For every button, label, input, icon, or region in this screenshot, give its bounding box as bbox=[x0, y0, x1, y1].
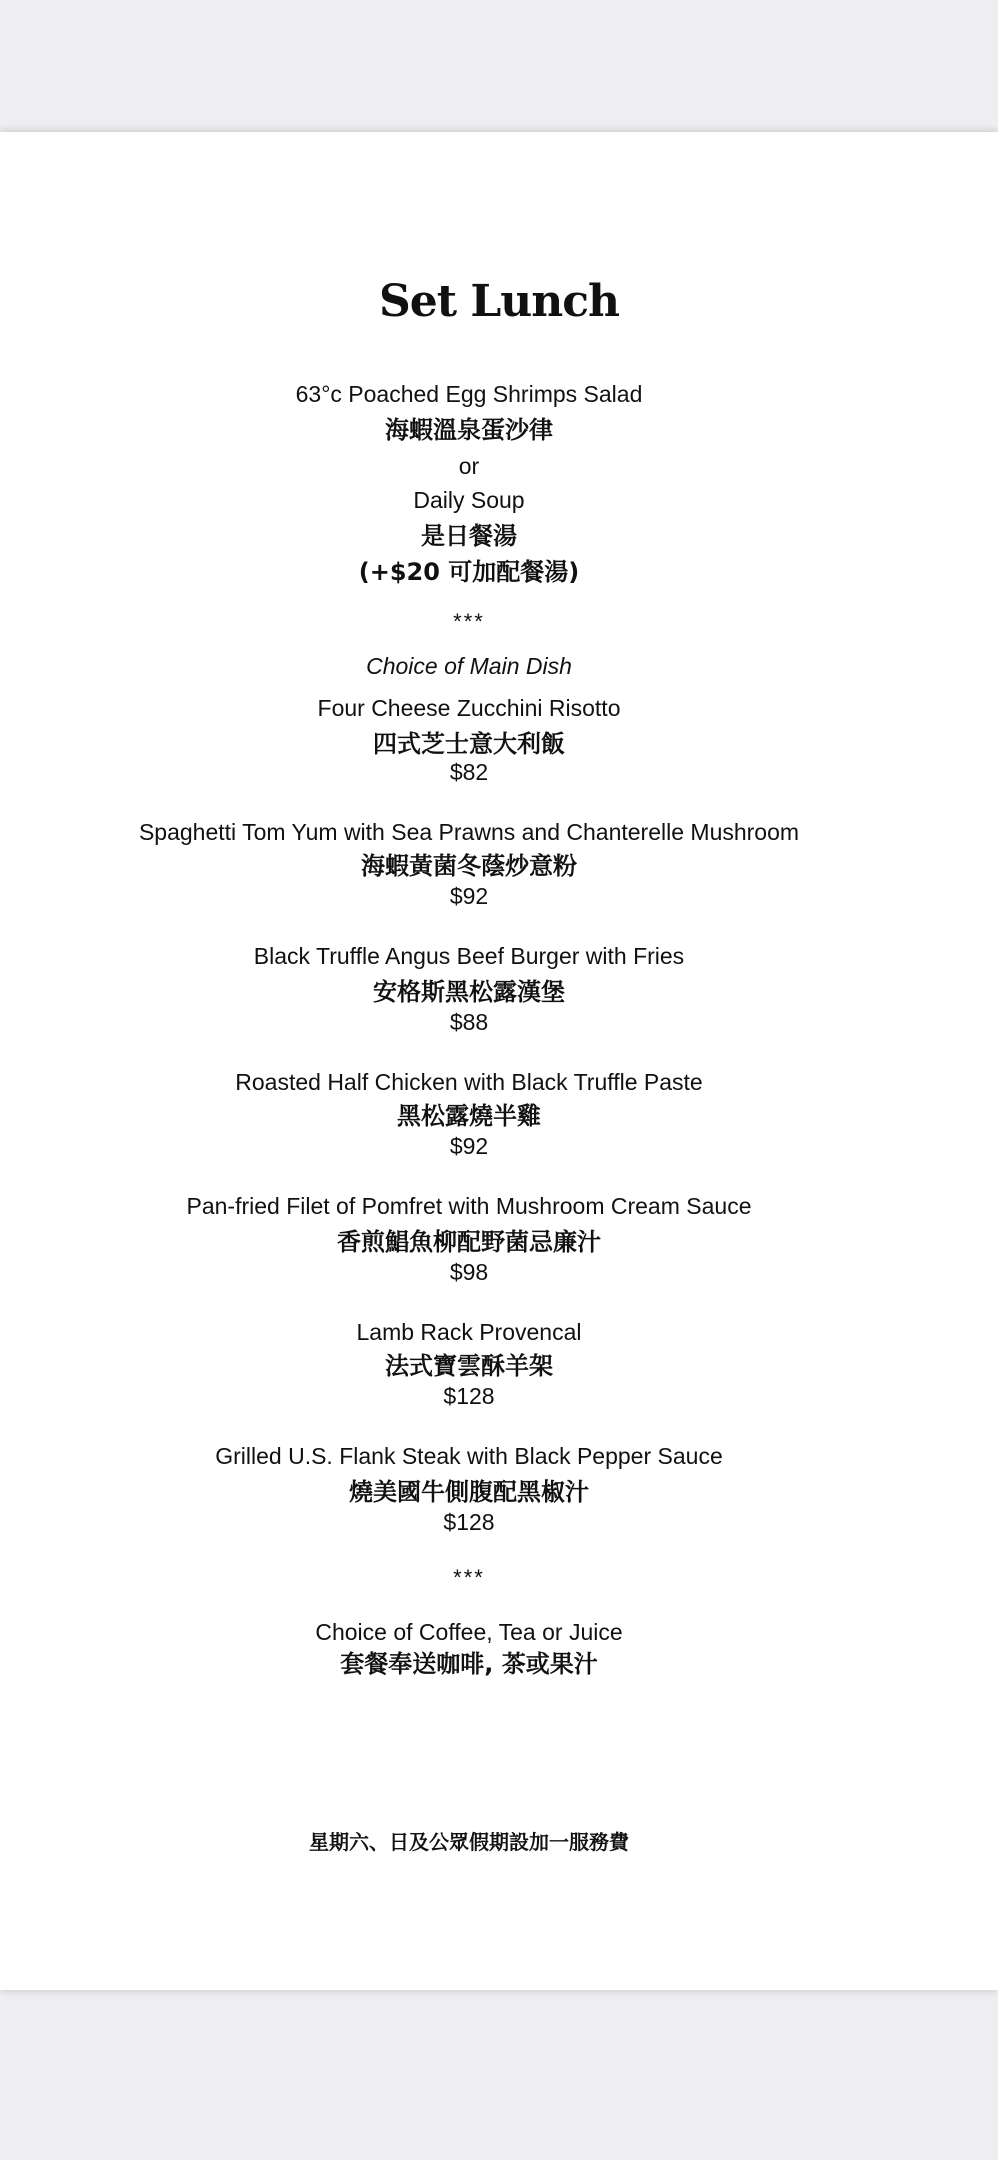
starter-option-2-en: Daily Soup bbox=[413, 487, 525, 513]
main-dish-5-zh: 香煎鯧魚柳配野菌忌廉汁 bbox=[337, 1228, 601, 1256]
main-dish-6-en: Lamb Rack Provencal bbox=[356, 1319, 582, 1345]
main-dish-7-zh: 燒美國牛側腹配黑椒汁 bbox=[349, 1478, 589, 1506]
main-dish-2-price: $92 bbox=[449, 883, 489, 909]
main-dish-4-price: $92 bbox=[449, 1133, 489, 1159]
main-dish-3-en: Black Truffle Angus Beef Burger with Fries bbox=[253, 943, 685, 969]
soup-addon-note: (+$20 可加配餐湯) bbox=[358, 558, 580, 586]
main-dish-2-en: Spaghetti Tom Yum with Sea Prawns and Chanterelle Mushroom bbox=[138, 819, 800, 845]
starter-option-1-en: 63°c Poached Egg Shrimps Salad bbox=[295, 381, 643, 407]
main-dish-7-price: $128 bbox=[443, 1509, 495, 1535]
main-dish-4-en: Roasted Half Chicken with Black Truffle Paste bbox=[235, 1069, 703, 1095]
main-dish-heading: Choice of Main Dish bbox=[366, 653, 572, 679]
menu-page bbox=[0, 132, 998, 1990]
drinks-zh: 套餐奉送咖啡, 茶或果汁 bbox=[340, 1650, 598, 1678]
separator-stars-2: *** bbox=[453, 1565, 485, 1590]
main-dish-5-en: Pan-fried Filet of Pomfret with Mushroom Cream Sauce bbox=[186, 1193, 752, 1219]
main-dish-7-en: Grilled U.S. Flank Steak with Black Pepper Sauce bbox=[215, 1443, 723, 1469]
menu-title: Set Lunch bbox=[378, 276, 620, 327]
main-dish-3-zh: 安格斯黑松露漢堡 bbox=[373, 978, 565, 1006]
drinks-en: Choice of Coffee, Tea or Juice bbox=[315, 1619, 623, 1645]
main-dish-1-zh: 四式芝士意大利飯 bbox=[373, 730, 565, 758]
main-dish-5-price: $98 bbox=[449, 1259, 489, 1285]
main-dish-2-zh: 海蝦黃菌冬蔭炒意粉 bbox=[361, 852, 577, 880]
main-dish-6-price: $128 bbox=[443, 1383, 495, 1409]
starter-or-label: or bbox=[458, 453, 480, 479]
main-dish-3-price: $88 bbox=[449, 1009, 489, 1035]
separator-stars-1: *** bbox=[453, 609, 485, 634]
main-dish-1-price: $82 bbox=[449, 759, 489, 785]
starter-option-2-zh: 是日餐湯 bbox=[421, 522, 517, 550]
main-dish-6-zh: 法式寶雲酥羊架 bbox=[385, 1352, 553, 1380]
main-dish-4-zh: 黑松露燒半雞 bbox=[397, 1102, 541, 1130]
main-dish-1-en: Four Cheese Zucchini Risotto bbox=[317, 695, 621, 721]
starter-option-1-zh: 海蝦溫泉蛋沙律 bbox=[385, 416, 553, 444]
service-charge-note: 星期六、日及公眾假期設加一服務費 bbox=[309, 1830, 629, 1854]
